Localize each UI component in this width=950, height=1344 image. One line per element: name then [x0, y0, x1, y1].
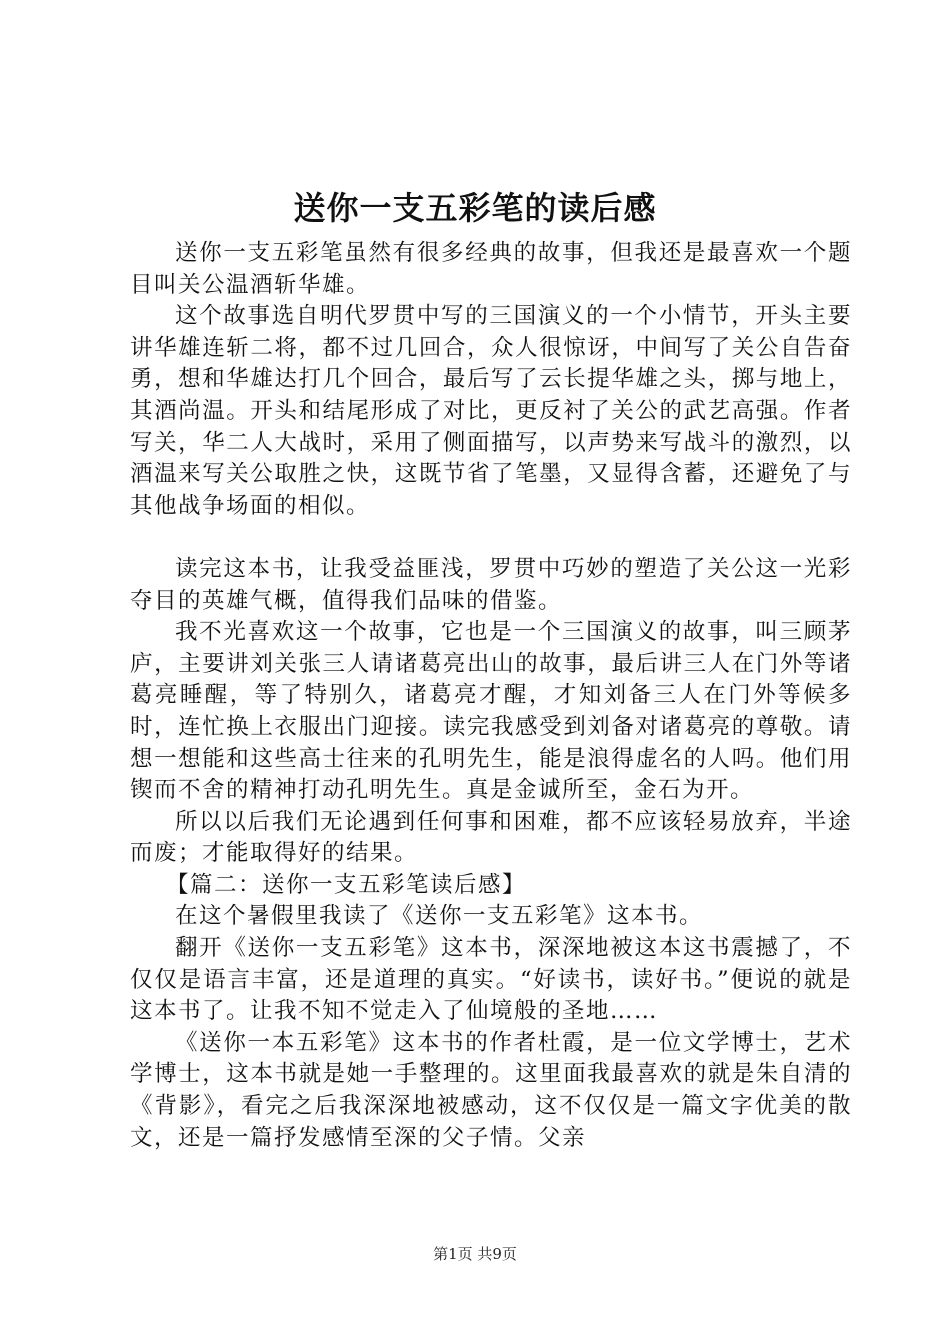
section-heading-part-two: 【篇二：送你一支五彩笔读后感】	[166, 871, 527, 898]
paragraph-reflection: 读完这本书，让我受益匪浅，罗贯中巧妙的塑造了关公这一光彩夺目的英雄气概，值得我们品味的借鉴。	[130, 555, 852, 614]
paragraph-conclusion: 所以以后我们无论遇到任何事和困难，都不应该轻易放弃，半途而废；才能取得好的结果。	[130, 808, 852, 867]
paragraph-book-impression: 翻开《送你一支五彩笔》这本书，深深地被这本这书震撼了，不仅仅是语言丰富，还是道理的真实。“好读书，读好书。”便说的就是这本书了。让我不知不觉走入了仙境般的圣地……	[130, 935, 852, 1025]
document-title: 送你一支五彩笔的读后感	[293, 189, 657, 227]
paragraph-story-summary: 这个故事选自明代罗贯中写的三国演义的一个小情节，开头主要讲华雄连斩二将，都不过几回合，众人很惊讶，中间写了关公自告奋勇，想和华雄达打几个回合，最后写了云长提华雄之头，掷与地上，其酒尚温。开头和结尾形成了对比，更反衬了关公的武艺高强。作者写关，华二人大战时，采用了侧面描写，以声势来写战斗的激烈，以酒温来写关公取胜之快，这既节省了笔墨，又显得含蓄，还避免了与其他战争场面的相似。	[130, 303, 852, 519]
paragraph-summer-reading: 在这个暑假里我读了《送你一支五彩笔》这本书。	[175, 903, 704, 930]
page-number-footer: 第1页 共9页	[433, 1245, 517, 1263]
paragraph-author-info: 《送你一本五彩笔》这本书的作者杜霞，是一位文学博士，艺术学博士，这本书就是她一手整理的。这里面我最喜欢的就是朱自清的《背影》，看完之后我深深地被感动，这不仅仅是一篇文字优美的散文，还是一篇抒发感情至深的父子情。父亲	[130, 1029, 852, 1151]
paragraph-intro: 送你一支五彩笔虽然有很多经典的故事，但我还是最喜欢一个题目叫关公温酒斩华雄。	[130, 240, 852, 298]
document-body	[130, 238, 852, 1154]
paragraph-second-story: 我不光喜欢这一个故事，它也是一个三国演义的故事，叫三顾茅庐，主要讲刘关张三人请诸葛亮出山的故事，最后讲三人在门外等诸葛亮睡醒，等了特别久，诸葛亮才醒，才知刘备三人在门外等候多时，连忙换上衣服出门迎接。读完我感受到刘备对诸葛亮的尊敬。请想一想能和这些高士往来的孔明先生，能是浪得虚名的人吗。他们用锲而不舍的精神打动孔明先生。真是金诚所至，金石为开。	[130, 619, 852, 804]
